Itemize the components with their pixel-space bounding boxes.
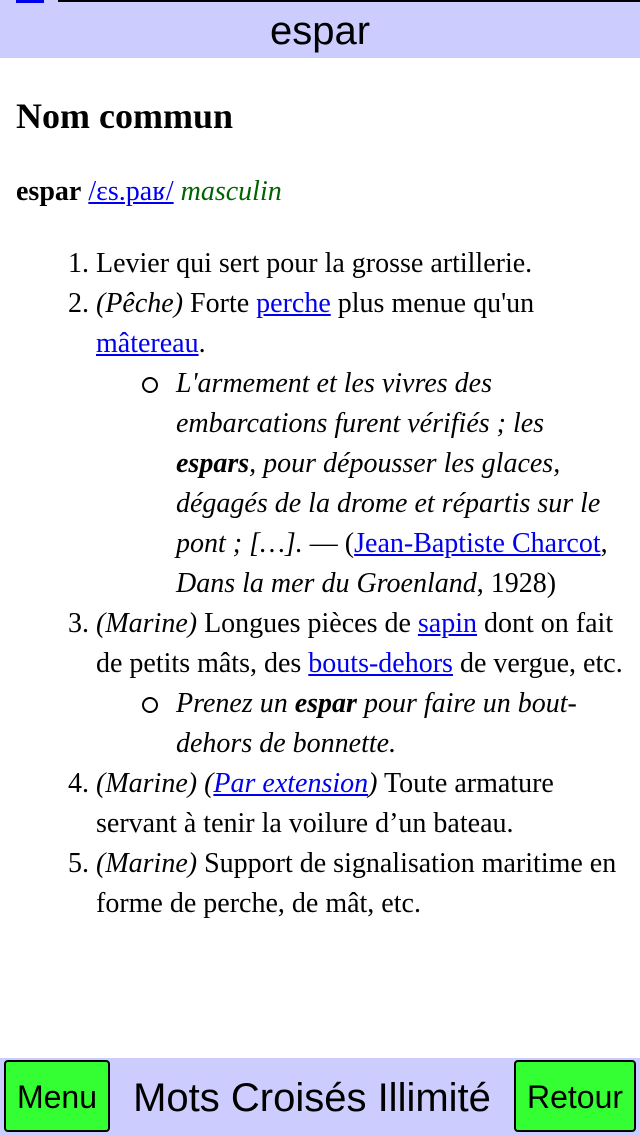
example-item <box>176 684 624 764</box>
definition-item-2 <box>96 284 624 604</box>
definition-text: . <box>198 328 206 359</box>
definition-text: dont on fait de petits mâts, des <box>96 608 614 679</box>
menu-button[interactable]: Menu <box>4 1060 110 1132</box>
definition-item-3 <box>96 604 624 764</box>
domain-label: (Marine) <box>96 768 198 799</box>
domain-label: (Pêche) <box>96 288 184 319</box>
example-item <box>176 364 624 604</box>
definition-text: Forte <box>183 288 257 319</box>
example-text: , pour dépousser les glaces, dégagés de la drome et répartis sur le pont ; […]. <box>176 448 601 559</box>
top-border <box>58 0 640 2</box>
definition-text: Support de signalisation maritime en forme de perche, de mât, etc. <box>96 848 617 919</box>
example-list <box>96 364 624 604</box>
example-text: L'armement et les vivres des embarcations furent vérifiés ; les <box>176 368 545 439</box>
label-paren: ( <box>197 768 214 799</box>
citation-year: , 1928) <box>476 568 557 599</box>
link-bouts-dehors[interactable]: bouts-dehors <box>308 648 453 679</box>
gender-label: masculin <box>180 176 282 207</box>
definition-text: plus menue qu'un <box>330 288 535 319</box>
link-sapin[interactable]: sapin <box>417 608 478 639</box>
example-list <box>96 684 624 764</box>
headword: espar <box>16 176 82 207</box>
page-title: espar <box>269 9 371 53</box>
definition-item-5 <box>96 844 624 924</box>
label-paren: ) <box>368 768 378 799</box>
author-link[interactable]: Jean-Baptiste Charcot <box>354 528 601 559</box>
definition-item-4 <box>96 764 624 844</box>
definition-content[interactable] <box>0 58 640 1058</box>
domain-label: (Marine) <box>96 608 198 639</box>
example-headword: espar <box>294 688 357 719</box>
definition-text: Levier qui sert pour la grosse artillerie. <box>96 248 533 279</box>
back-button[interactable]: Retour <box>514 1060 636 1132</box>
definition-text: de vergue, etc. <box>452 648 623 679</box>
work-title: Dans la mer du Groenland <box>176 568 477 599</box>
bottom-toolbar <box>0 1058 640 1136</box>
example-text: pour faire un bout-dehors de bonnette. <box>176 688 577 759</box>
link-par-extension[interactable]: Par extension <box>213 768 369 799</box>
definition-item-1 <box>96 244 624 284</box>
example-text: Prenez un <box>176 688 295 719</box>
back-link-fragment[interactable] <box>16 0 44 3</box>
citation-separator: , <box>600 528 608 559</box>
example-headword: espars <box>176 448 250 479</box>
link-matereau[interactable]: mâtereau <box>96 328 199 359</box>
part-of-speech-heading: Nom commun <box>16 96 233 136</box>
top-title-bar <box>0 0 640 58</box>
pronunciation-link[interactable]: /ɛs.paʁ/ <box>88 176 174 207</box>
headword-line <box>16 172 624 212</box>
definition-list <box>16 244 624 924</box>
domain-label: (Marine) <box>96 848 198 879</box>
definition-text: Toute armature servant à tenir la voilure d’un bateau. <box>96 768 554 839</box>
link-perche[interactable]: perche <box>256 288 331 319</box>
citation-open: — ( <box>302 528 355 559</box>
definition-text: Longues pièces de <box>197 608 418 639</box>
app-title: Mots Croisés Illimité <box>133 1076 491 1120</box>
